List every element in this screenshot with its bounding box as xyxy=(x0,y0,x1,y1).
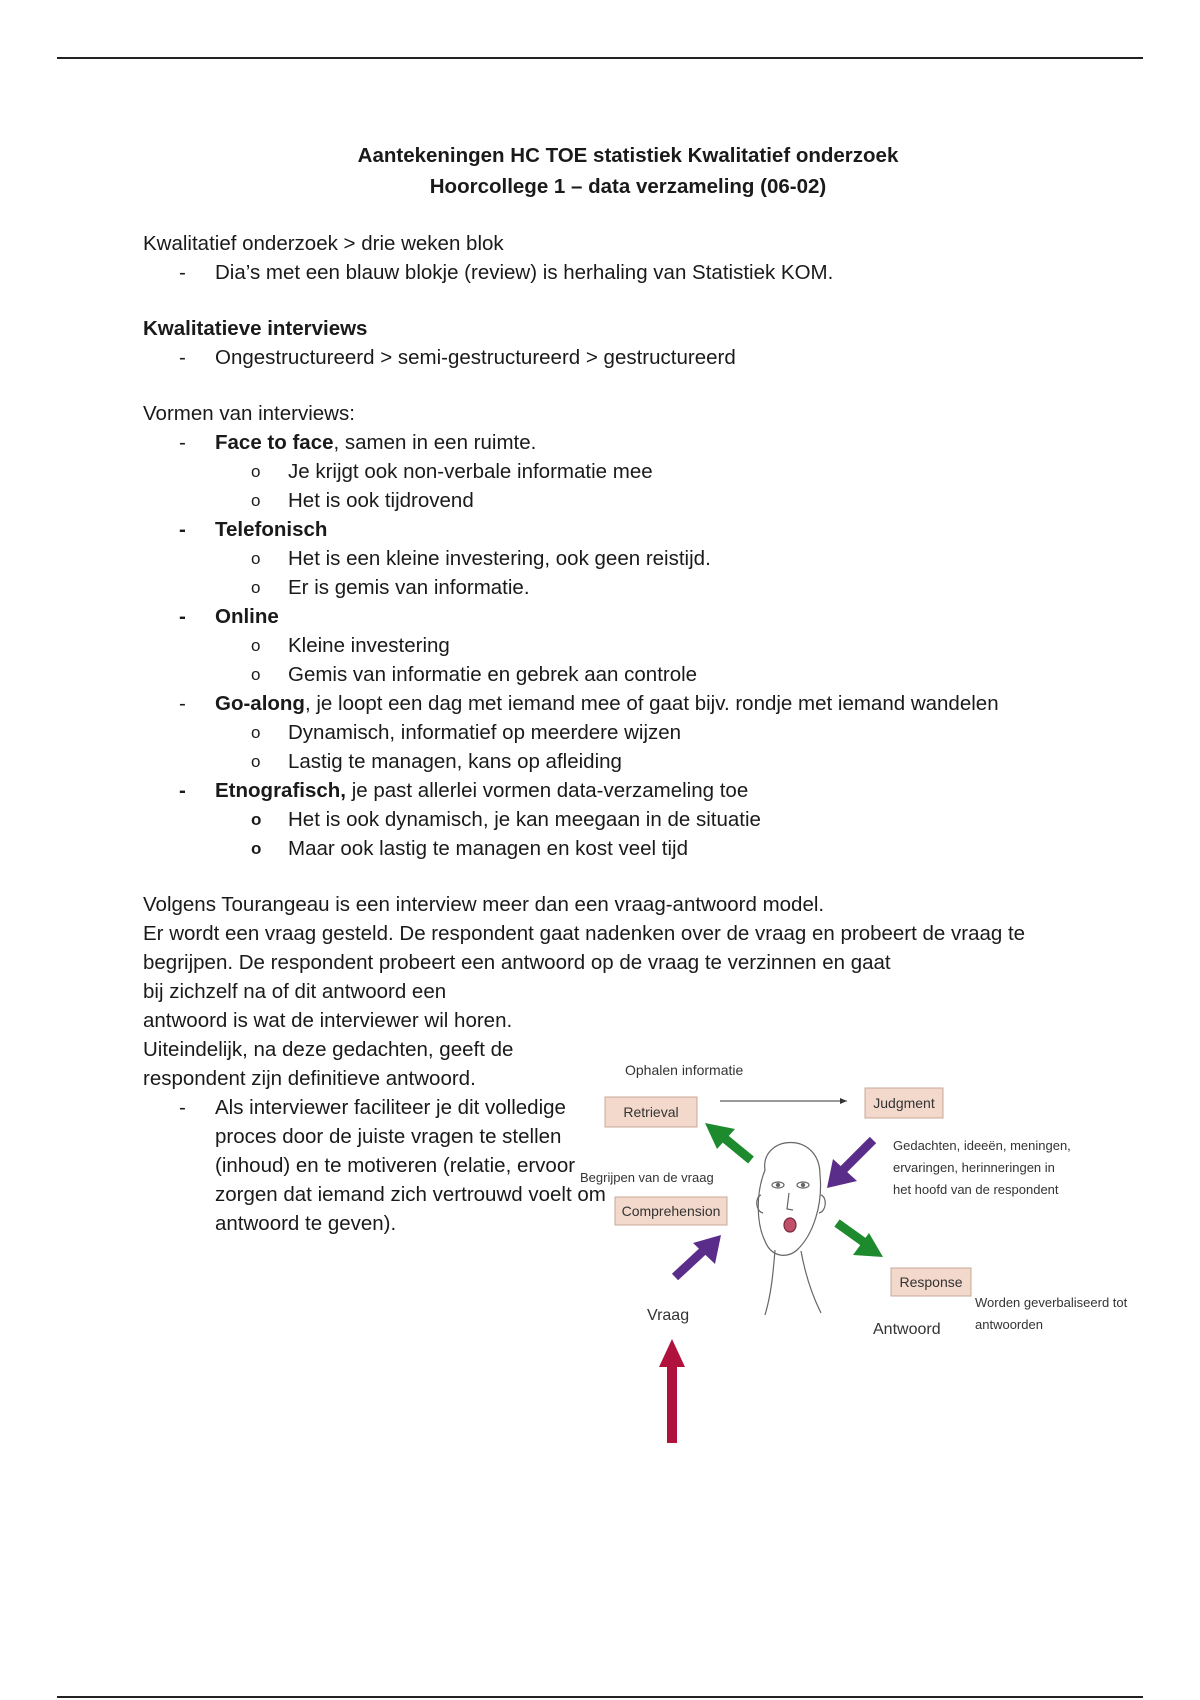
sub-item-text: Gemis van informatie en gebrek aan controle xyxy=(288,663,698,686)
title-line-1: Aantekeningen HC TOE statistiek Kwalitatief onderzoek xyxy=(357,144,899,167)
list-item xyxy=(143,776,1073,805)
arrow-to-comprehension xyxy=(675,1235,721,1277)
item-label: Online xyxy=(215,605,279,628)
gedachten-line-3: het hoofd van de respondent xyxy=(893,1182,1059,1197)
sub-item-text: Kleine investering xyxy=(288,634,450,657)
item-text: , samen in een ruimte. xyxy=(333,431,537,454)
sub-item xyxy=(143,718,1073,747)
sub-item-text: Er is gemis van informatie. xyxy=(288,576,530,599)
sub-item xyxy=(143,457,1073,486)
list-item xyxy=(143,602,1073,631)
sub-item-text: Het is ook tijdrovend xyxy=(288,489,474,512)
green-arrow-shaft xyxy=(723,1137,751,1160)
list-item xyxy=(143,343,1073,372)
item-text: , je loopt een dag met iemand mee of gaat bijv. rondje met iemand wandelen xyxy=(304,692,999,715)
sub-item xyxy=(143,747,1073,776)
sub-item-text: Maar ook lastig te managen en kost veel tijd xyxy=(288,837,688,860)
vraag-arrow xyxy=(659,1339,685,1443)
sub-item xyxy=(143,805,1073,834)
green-arrow-shaft xyxy=(837,1223,865,1243)
worden-line-2: antwoorden xyxy=(975,1317,1043,1332)
dash-marker: - xyxy=(179,431,186,454)
sub-item-text: Het is ook dynamisch, je kan meegaan in de situatie xyxy=(288,808,761,831)
vraag-label: Vraag xyxy=(647,1307,690,1324)
circle-marker: o xyxy=(251,636,261,655)
circle-marker: o xyxy=(251,810,262,829)
intro-text: Kwalitatief onderzoek > drie weken blok xyxy=(143,232,504,255)
judgment-label: Judgment xyxy=(873,1095,935,1111)
purple-arrow-shaft xyxy=(843,1140,873,1170)
arrow-to-retrieval xyxy=(705,1123,751,1160)
circle-marker: o xyxy=(251,578,261,597)
interviews-bullet: Ongestructureerd > semi-gestructureerd > gestructureerd xyxy=(215,346,736,369)
sub-item-text: Het is een kleine investering, ook geen reistijd. xyxy=(288,547,711,570)
item-text: je past allerlei vormen data-verzameling toe xyxy=(346,779,749,802)
list-item xyxy=(143,1093,615,1238)
circle-marker: o xyxy=(251,665,261,684)
bottom-rule xyxy=(57,1696,1143,1698)
sub-item xyxy=(143,660,1073,689)
sub-item xyxy=(143,573,1073,602)
sub-item-text: Lastig te managen, kans op afleiding xyxy=(288,750,622,773)
circle-marker: o xyxy=(251,491,261,510)
arrow-to-response xyxy=(837,1223,883,1257)
gedachten-line-2: ervaringen, herinneringen in xyxy=(893,1160,1055,1175)
wrapped-column xyxy=(143,977,606,1238)
sub-item xyxy=(143,544,1073,573)
intro-bullet: Dia’s met een blauw blokje (review) is herhaling van Statistiek KOM. xyxy=(215,261,834,284)
comprehension-label: Comprehension xyxy=(621,1203,721,1219)
tourangeau-wrapped: bij zichzelf na of dit antwoord een antwoord is wat de interviewer wil horen. Uiteindelijk, na deze gedachten, geeft de respondent zijn definitieve antwoord. xyxy=(143,980,514,1090)
sub-item-text: Je krijgt ook non-verbale informatie mee xyxy=(288,460,653,483)
dash-marker: - xyxy=(179,518,186,541)
gedachten-line-1: Gedachten, ideeën, meningen, xyxy=(893,1138,1071,1153)
face-sketch-icon xyxy=(757,1143,826,1316)
item-label: Go-along xyxy=(215,692,305,715)
tourangeau-line-2: Er wordt een vraag gesteld. De respondent gaat nadenken over de vraag en probeert de vraag te begrijpen. De respondent probeert een antwoord op de vraag te verzinnen en gaat xyxy=(143,922,1026,974)
sub-item xyxy=(143,486,1073,515)
arrow-from-judgment xyxy=(827,1140,873,1188)
title-line-2: Hoorcollege 1 – data verzameling (06-02) xyxy=(429,175,827,198)
diagram-svg xyxy=(575,1045,1135,1445)
page-title xyxy=(183,140,1073,202)
retrieval-label: Retrieval xyxy=(623,1104,679,1120)
sub-item-text: Dynamisch, informatief op meerdere wijzen xyxy=(288,721,682,744)
red-arrowhead xyxy=(659,1339,685,1367)
dash-marker: - xyxy=(179,779,186,802)
antwoord-label: Antwoord xyxy=(873,1321,941,1338)
item-label: Etnografisch, xyxy=(215,779,346,802)
circle-marker: o xyxy=(251,723,261,742)
purple-arrow-shaft xyxy=(675,1251,703,1277)
list-item xyxy=(143,689,1045,718)
ophalen-label: Ophalen informatie xyxy=(625,1062,744,1078)
circle-marker: o xyxy=(251,839,262,858)
dash-marker: - xyxy=(179,1096,186,1119)
tourangeau-model-diagram xyxy=(575,1045,1135,1445)
item-label: Face to face xyxy=(215,431,334,454)
dash-marker: - xyxy=(179,261,186,284)
sub-item xyxy=(143,631,1073,660)
circle-marker: o xyxy=(251,549,261,568)
top-rule xyxy=(57,57,1143,59)
red-arrow-shaft xyxy=(667,1365,677,1443)
list-item xyxy=(143,428,1073,457)
dash-marker: - xyxy=(179,346,186,369)
response-label: Response xyxy=(899,1274,963,1290)
begrijpen-label: Begrijpen van de vraag xyxy=(580,1170,714,1185)
tourangeau-line-1: Volgens Tourangeau is een interview meer dan een vraag-antwoord model. xyxy=(143,893,825,916)
circle-marker: o xyxy=(251,752,261,771)
list-item xyxy=(143,258,1073,287)
sub-item xyxy=(143,834,1073,863)
item-label: Telefonisch xyxy=(215,518,328,541)
circle-marker: o xyxy=(251,462,261,481)
dash-marker: - xyxy=(179,692,186,715)
list-item xyxy=(143,515,1073,544)
dash-marker: - xyxy=(179,605,186,628)
interviews-heading: Kwalitatieve interviews xyxy=(143,317,368,340)
worden-line-1: Worden geverbaliseerd tot xyxy=(975,1295,1128,1310)
forms-heading: Vormen van interviews: xyxy=(143,402,355,425)
tourangeau-bullet: Als interviewer faciliteer je dit volledige proces door de juiste vragen te stellen (inhoud) en te motiveren (relatie, ervoor zorgen dat iemand zich vertrouwd voelt om antwoord te geven). xyxy=(215,1096,606,1235)
